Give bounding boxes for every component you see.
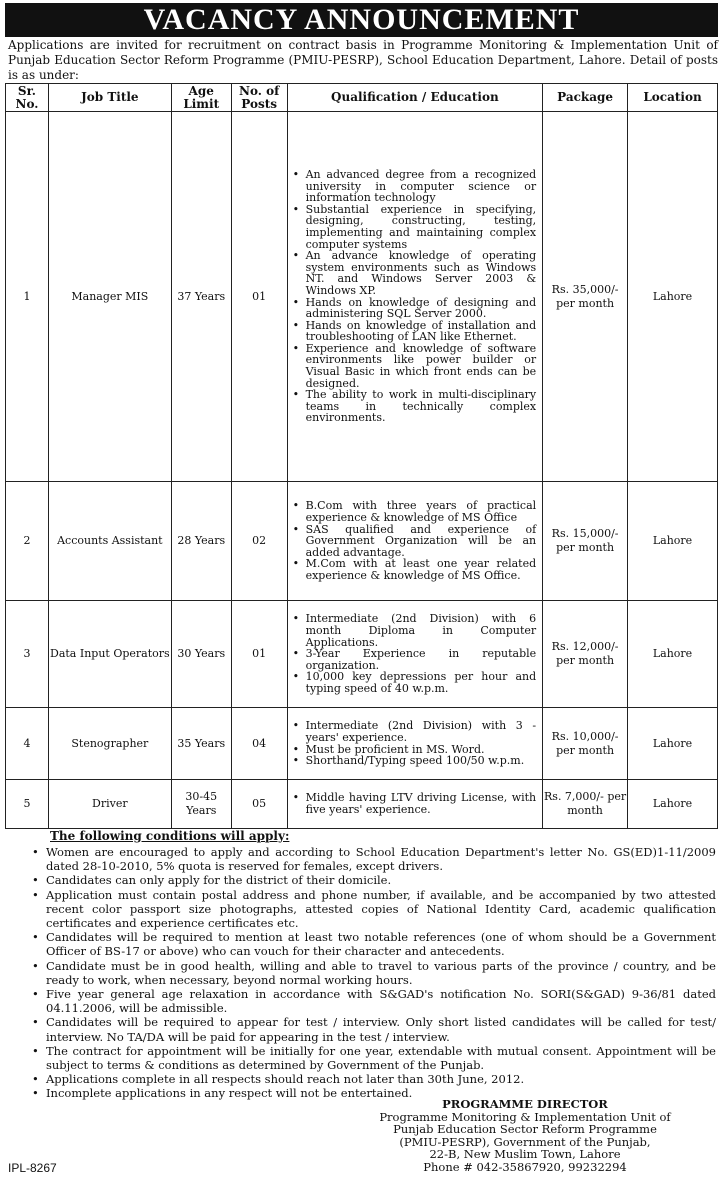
table-row — [6, 601, 718, 708]
row-job-title: Data Input Operators — [48, 601, 171, 708]
row-package: Rs. 12,000/- per month — [543, 601, 628, 708]
signature-line: (PMIU-PESRP), Government of the Punjab, — [399, 1134, 651, 1149]
qualification-item: • B.Com with three years of practical experience & knowledge of MS Office — [290, 500, 537, 523]
signature-phone: Phone # 042-35867920, 99232294 — [423, 1159, 627, 1174]
qualification-item: • Middle having LTV driving License, with five years' experience. — [290, 792, 537, 815]
row-qualifications — [287, 482, 543, 601]
condition-item: • Five year general age relaxation in accordance with S&GAD's notification No. SORI(S&GAD) 9-36/81 dated 04.11.2006, will be admissible. — [28, 987, 716, 1015]
condition-item: • Application must contain postal address and phone number, if available, and be accompanied by two attested recent color passport size photographs, attested copies of National Identity Card, academic qualification certificates and experience certificates etc. — [28, 888, 716, 931]
page-title: VACANCY ANNOUNCEMENT — [5, 3, 718, 37]
condition-item: • Applications complete in all respects should reach not later than 30th June, 2012. — [28, 1072, 716, 1086]
row-job-title: Accounts Assistant — [48, 482, 171, 601]
header-package: Package — [543, 84, 628, 112]
row-age-limit: 37 Years — [171, 112, 231, 482]
row-package: Rs. 10,000/- per month — [543, 708, 628, 780]
row-location: Lahore — [628, 112, 718, 482]
row-package: Rs. 35,000/- per month — [543, 112, 628, 482]
qualification-item: • Must be proficient in MS. Word. — [290, 744, 537, 756]
row-no-of-posts: 04 — [231, 708, 287, 780]
condition-item: • Women are encouraged to apply and according to School Education Department's letter No. GS(ED)1-11/2009 dated 28-10-2010, 5% quota is reserved for females, except drivers. — [28, 845, 716, 873]
condition-item: • Candidates will be required to mention at least two notable references (one of whom should be a Government Officer of BS-17 or above) who can vouch for their character and antecedents. — [28, 930, 716, 958]
header-job-title: Job Title — [48, 84, 171, 112]
row-age-limit: 35 Years — [171, 708, 231, 780]
signatory-designation: PROGRAMME DIRECTOR — [442, 1097, 608, 1111]
qualification-item: • Substantial experience in specifying, designing, constructing, testing, implementing and maintaining complex computer systems — [290, 204, 537, 250]
condition-item: • Candidates can only apply for the district of their domicile. — [28, 873, 716, 887]
vacancy-table — [5, 83, 718, 829]
row-qualifications — [287, 780, 543, 829]
condition-item: • Incomplete applications in any respect will not be entertained. — [28, 1086, 716, 1100]
row-sr-no: 5 — [6, 780, 49, 829]
row-qualifications — [287, 112, 543, 482]
header-qualification: Qualification / Education — [287, 84, 543, 112]
intro-paragraph: Applications are invited for recruitment on contract basis in Programme Monitoring & Implementation Unit of Punjab Education Sector Reform Programme (PMIU-PESRP), School Education Department, Lahore. Detail of posts is as under: — [8, 38, 718, 82]
qualification-item: • SAS qualified and experience of Government Organization will be an added advantage. — [290, 524, 537, 559]
row-location: Lahore — [628, 708, 718, 780]
qualification-item: • Intermediate (2nd Division) with 3 - years' experience. — [290, 720, 537, 743]
qualification-item: • Hands on knowledge of designing and administering SQL Server 2000. — [290, 297, 537, 320]
signature-line: 22-B, New Muslim Town, Lahore — [429, 1147, 621, 1162]
row-no-of-posts: 05 — [231, 780, 287, 829]
row-age-limit: 30 Years — [171, 601, 231, 708]
row-job-title: Driver — [48, 780, 171, 829]
qualification-item: • An advanced degree from a recognized university in computer science or information technology — [290, 169, 537, 204]
reference-code: IPL-8267 — [8, 1161, 57, 1175]
signature-block — [330, 1098, 720, 1174]
row-no-of-posts: 01 — [231, 601, 287, 708]
qualification-item: • 3-Year Experience in reputable organization. — [290, 648, 537, 671]
row-job-title: Manager MIS — [48, 112, 171, 482]
qualification-item: • Hands on knowledge of installation and troubleshooting of LAN like Ethernet. — [290, 320, 537, 343]
qualification-item: • Experience and knowledge of software environments like power builder or Visual Basic in which front ends can be designed. — [290, 343, 537, 389]
table-row — [6, 482, 718, 601]
header-age-limit: Age Limit — [171, 84, 231, 112]
row-no-of-posts: 02 — [231, 482, 287, 601]
row-package: Rs. 7,000/- per month — [543, 780, 628, 829]
qualification-item: • Intermediate (2nd Division) with 6 month Diploma in Computer Applications. — [290, 613, 537, 648]
row-sr-no: 4 — [6, 708, 49, 780]
condition-item: • The contract for appointment will be initially for one year, extendable with mutual consent. Appointment will be subject to terms & conditions as determined by Government of the Punjab. — [28, 1044, 716, 1072]
row-no-of-posts: 01 — [231, 112, 287, 482]
signature-line: Programme Monitoring & Implementation Unit of — [379, 1109, 671, 1124]
conditions-heading: The following conditions will apply: — [50, 829, 290, 843]
qualification-item: • M.Com with at least one year related experience & knowledge of MS Office. — [290, 558, 537, 581]
row-qualifications — [287, 601, 543, 708]
row-sr-no: 2 — [6, 482, 49, 601]
header-sr-no: Sr. No. — [6, 84, 49, 112]
row-age-limit: 28 Years — [171, 482, 231, 601]
row-sr-no: 3 — [6, 601, 49, 708]
conditions-list — [28, 845, 716, 1101]
table-header-row — [6, 84, 718, 112]
row-sr-no: 1 — [6, 112, 49, 482]
row-location: Lahore — [628, 601, 718, 708]
header-no-of-posts: No. of Posts — [231, 84, 287, 112]
table-row — [6, 112, 718, 482]
row-location: Lahore — [628, 482, 718, 601]
header-location: Location — [628, 84, 718, 112]
row-job-title: Stenographer — [48, 708, 171, 780]
qualification-item: • An advance knowledge of operating system environments such as Windows NT. and Windows Server 2003 & Windows XP. — [290, 250, 537, 296]
condition-item: • Candidates will be required to appear for test / interview. Only short listed candidates will be called for test/ interview. No TA/DA will be paid for appearing in the test / interview. — [28, 1015, 716, 1043]
row-age-limit: 30-45 Years — [171, 780, 231, 829]
condition-item: • Candidate must be in good health, willing and able to travel to various parts of the province / country, and be ready to work, when necessary, beyond normal working hours. — [28, 959, 716, 987]
row-location: Lahore — [628, 780, 718, 829]
row-package: Rs. 15,000/- per month — [543, 482, 628, 601]
table-row — [6, 708, 718, 780]
qualification-item: • Shorthand/Typing speed 100/50 w.p.m. — [290, 755, 537, 767]
signature-line: Punjab Education Sector Reform Programme — [393, 1122, 657, 1137]
qualification-item: • The ability to work in multi-disciplinary teams in technically complex environments. — [290, 389, 537, 424]
row-qualifications — [287, 708, 543, 780]
table-row — [6, 780, 718, 829]
qualification-item: • 10,000 key depressions per hour and typing speed of 40 w.p.m. — [290, 671, 537, 694]
